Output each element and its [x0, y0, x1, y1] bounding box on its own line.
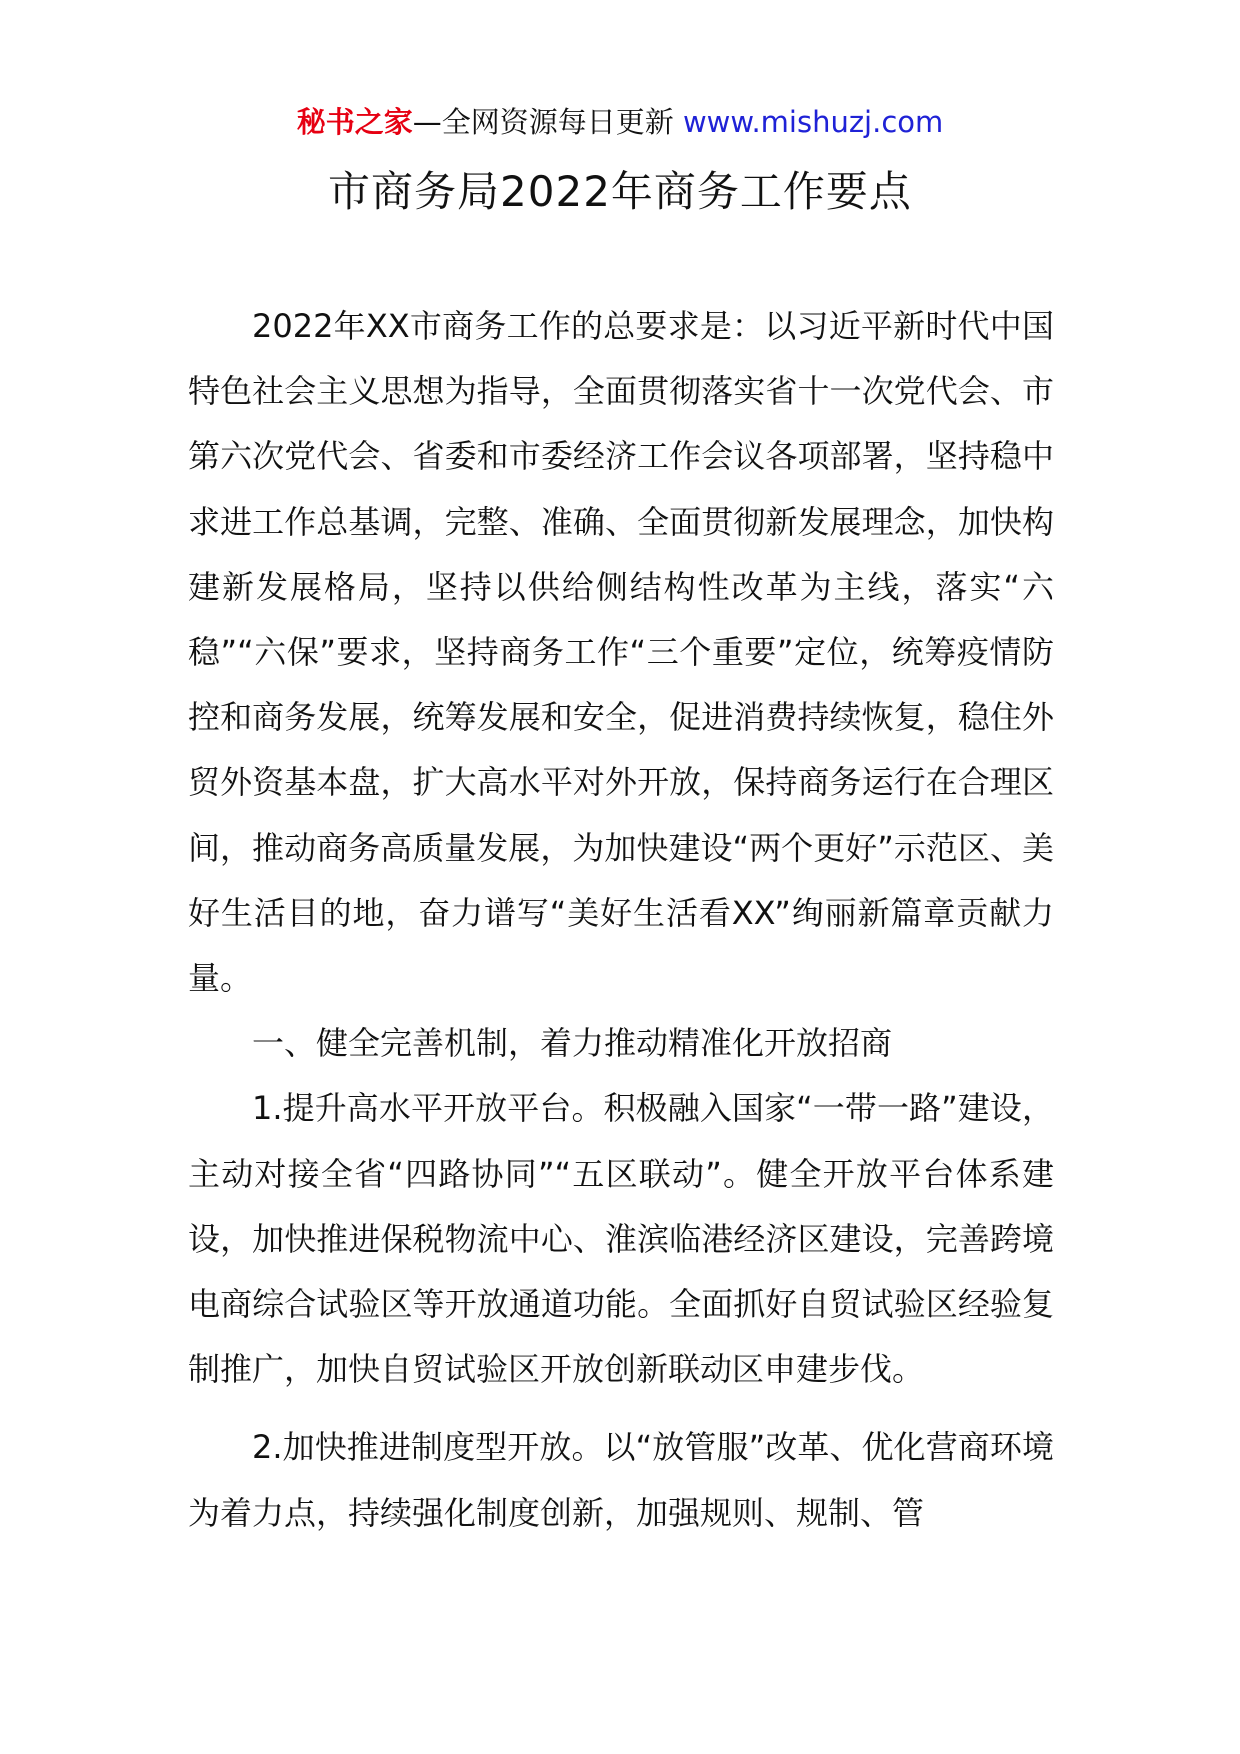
- document-body: [188, 294, 1054, 1546]
- site-brand: 秘书之家: [296, 105, 413, 139]
- section-heading: 一、健全完善机制，着力推动精准化开放招商: [252, 1024, 893, 1063]
- site-url-link[interactable]: www.mishuzj.com: [682, 105, 944, 139]
- site-tagline: —全网资源每日更新: [412, 105, 674, 139]
- site-header: [0, 102, 1240, 142]
- document-title: 市商务局2022年商务工作要点: [328, 167, 912, 216]
- body-paragraph: 2.加快推进制度型开放。以“放管服”改革、优化营商环境为着力点，持续强化制度创新，加强规则、规制、管: [188, 1428, 1054, 1532]
- body-paragraph: 1.提升高水平开放平台。积极融入国家“一带一路”建设，主动对接全省“四路协同”“五区联动”。健全开放平台体系建设，加快推进保税物流中心、淮滨临港经济区建设，完善跨境电商综合试验区等开放通道功能。全面抓好自贸试验区经验复制推广，加快自贸试验区开放创新联动区申建步伐。: [188, 1089, 1054, 1389]
- intro-paragraph: 2022年XX市商务工作的总要求是：以习近平新时代中国特色社会主义思想为指导，全面贯彻落实省十一次党代会、市第六次党代会、省委和市委经济工作会议各项部署，坚持稳中求进工作总基调，完整、准确、全面贯彻新发展理念，加快构建新发展格局，坚持以供给侧结构性改革为主线，落实“六稳”“六保”要求，坚持商务工作“三个重要”定位，统筹疫情防控和商务发展，统筹发展和安全，促进消费持续恢复，稳住外贸外资基本盘，扩大高水平对外开放，保持商务运行在合理区间，推动商务高质量发展，为加快建设“两个更好”示范区、美好生活目的地，奋力谱写“美好生活看XX”绚丽新篇章贡献力量。: [188, 307, 1054, 998]
